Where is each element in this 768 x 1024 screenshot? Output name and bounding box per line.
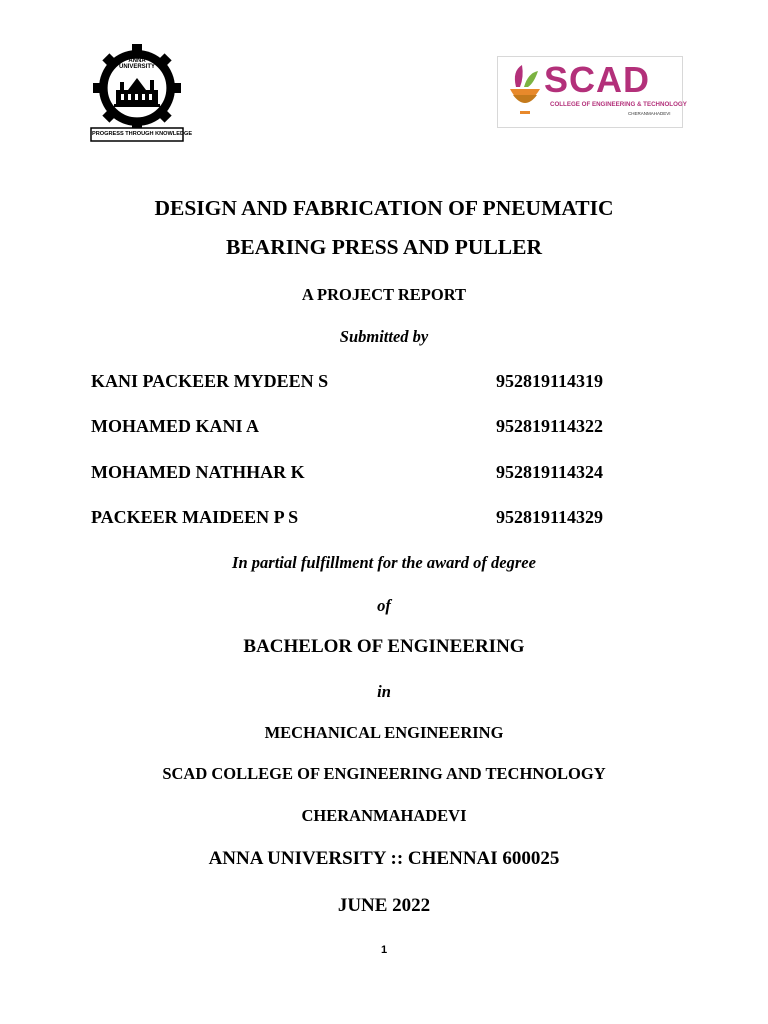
anna-logo-arc-text: ANNA UNIVERSITY [118, 58, 155, 70]
degree-name: BACHELOR OF ENGINEERING [243, 636, 525, 657]
scad-logo-name: SCAD [544, 59, 651, 100]
student-reg-no: 952819114324 [496, 462, 604, 482]
scad-logo-place: CHERANMAHADEVI [628, 111, 671, 116]
anna-logo-motto: PROGRESS THROUGH KNOWLEDGE [92, 131, 193, 137]
student-name: PACKEER MAIDEEN P S [91, 507, 299, 527]
student-reg-no: 952819114329 [496, 507, 604, 527]
page-number: 1 [380, 944, 388, 956]
university-name: ANNA UNIVERSITY :: CHENNAI 600025 [208, 848, 560, 869]
student-reg-no: 952819114319 [496, 371, 604, 391]
report-title-line-2: BEARING PRESS AND PULLER [226, 235, 542, 259]
submitted-by-label: Submitted by [339, 327, 429, 346]
anna-university-logo [88, 44, 193, 146]
in-text: in [377, 682, 391, 701]
student-reg-no: 952819114322 [496, 416, 604, 436]
college-name: SCAD COLLEGE OF ENGINEERING AND TECHNOLOGY [162, 764, 606, 783]
college-place: CHERANMAHADEVI [301, 806, 467, 825]
of-text: of [377, 596, 391, 615]
fulfillment-text: In partial fulfillment for the award of degree [232, 553, 536, 572]
student-name: KANI PACKEER MYDEEN S [91, 371, 329, 391]
scad-college-logo [497, 56, 687, 128]
student-name: MOHAMED KANI A [91, 416, 259, 436]
scad-logo-subtitle: COLLEGE OF ENGINEERING & TECHNOLOGY [550, 101, 687, 108]
student-name: MOHAMED NATHHAR K [91, 462, 305, 482]
department-name: MECHANICAL ENGINEERING [264, 723, 504, 742]
report-title-line-1: DESIGN AND FABRICATION OF PNEUMATIC [154, 196, 614, 220]
submission-date: JUNE 2022 [337, 895, 431, 916]
report-type: A PROJECT REPORT [301, 285, 467, 304]
